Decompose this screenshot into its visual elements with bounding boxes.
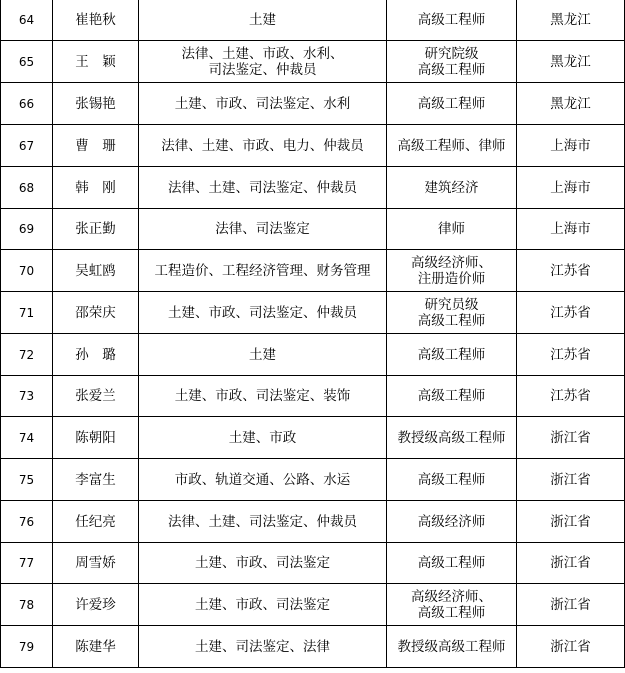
expert-region: 浙江省 xyxy=(517,459,625,501)
expert-name: 任纪亮 xyxy=(53,501,139,543)
expert-name: 邵荣庆 xyxy=(53,292,139,334)
table-row xyxy=(1,459,625,501)
table-row xyxy=(1,167,625,209)
row-number: 78 xyxy=(1,584,53,626)
expert-fields: 法律、土建、司法鉴定、仲裁员 xyxy=(139,501,387,543)
row-number: 71 xyxy=(1,292,53,334)
table-row xyxy=(1,334,625,376)
expert-title: 高级工程师 xyxy=(387,0,517,41)
expert-name: 吴虹鸥 xyxy=(53,250,139,292)
expert-fields: 土建、市政、司法鉴定 xyxy=(139,543,387,584)
expert-list-body xyxy=(1,0,625,668)
expert-fields: 土建、市政 xyxy=(139,417,387,459)
expert-name: 王 颖 xyxy=(53,41,139,83)
expert-region: 黑龙江 xyxy=(517,0,625,41)
expert-title: 高级工程师 xyxy=(387,459,517,501)
expert-name: 孙 璐 xyxy=(53,334,139,376)
expert-fields: 工程造价、工程经济管理、财务管理 xyxy=(139,250,387,292)
row-number: 79 xyxy=(1,626,53,668)
expert-name: 张锡艳 xyxy=(53,83,139,125)
expert-region: 江苏省 xyxy=(517,250,625,292)
row-number: 76 xyxy=(1,501,53,543)
expert-title: 高级工程师 xyxy=(387,83,517,125)
row-number: 74 xyxy=(1,417,53,459)
expert-fields: 法律、土建、市政、电力、仲裁员 xyxy=(139,125,387,167)
expert-fields: 土建、市政、司法鉴定、装饰 xyxy=(139,376,387,417)
row-number: 69 xyxy=(1,209,53,250)
expert-name: 曹 珊 xyxy=(53,125,139,167)
expert-name: 许爱珍 xyxy=(53,584,139,626)
expert-region: 上海市 xyxy=(517,125,625,167)
expert-title: 高级工程师 xyxy=(387,376,517,417)
table-row xyxy=(1,543,625,584)
expert-fields: 土建、市政、司法鉴定 xyxy=(139,584,387,626)
table-row xyxy=(1,501,625,543)
expert-region: 上海市 xyxy=(517,209,625,250)
expert-title: 高级工程师 xyxy=(387,334,517,376)
expert-fields: 土建 xyxy=(139,334,387,376)
expert-fields: 市政、轨道交通、公路、水运 xyxy=(139,459,387,501)
expert-name: 张爱兰 xyxy=(53,376,139,417)
row-number: 68 xyxy=(1,167,53,209)
expert-region: 黑龙江 xyxy=(517,83,625,125)
expert-region: 浙江省 xyxy=(517,584,625,626)
row-number: 65 xyxy=(1,41,53,83)
expert-name: 李富生 xyxy=(53,459,139,501)
expert-title: 高级工程师、律师 xyxy=(387,125,517,167)
expert-region: 江苏省 xyxy=(517,292,625,334)
table-row xyxy=(1,626,625,668)
row-number: 75 xyxy=(1,459,53,501)
expert-title: 教授级高级工程师 xyxy=(387,417,517,459)
expert-title: 高级经济师、 注册造价师 xyxy=(387,250,517,292)
expert-title: 高级工程师 xyxy=(387,543,517,584)
expert-region: 浙江省 xyxy=(517,626,625,668)
expert-fields: 法律、土建、市政、水利、 司法鉴定、仲裁员 xyxy=(139,41,387,83)
row-number: 70 xyxy=(1,250,53,292)
table-row xyxy=(1,250,625,292)
expert-fields: 土建、司法鉴定、法律 xyxy=(139,626,387,668)
expert-region: 上海市 xyxy=(517,167,625,209)
table-row xyxy=(1,292,625,334)
expert-title: 高级经济师 xyxy=(387,501,517,543)
table-row xyxy=(1,584,625,626)
table-row xyxy=(1,209,625,250)
table-row xyxy=(1,417,625,459)
table-row xyxy=(1,376,625,417)
table-row xyxy=(1,125,625,167)
expert-name: 陈建华 xyxy=(53,626,139,668)
table-row xyxy=(1,41,625,83)
expert-title: 律师 xyxy=(387,209,517,250)
expert-fields: 土建、市政、司法鉴定、仲裁员 xyxy=(139,292,387,334)
expert-name: 周雪娇 xyxy=(53,543,139,584)
expert-fields: 土建、市政、司法鉴定、水利 xyxy=(139,83,387,125)
expert-region: 江苏省 xyxy=(517,334,625,376)
expert-region: 浙江省 xyxy=(517,501,625,543)
expert-title: 建筑经济 xyxy=(387,167,517,209)
expert-region: 浙江省 xyxy=(517,417,625,459)
row-number: 72 xyxy=(1,334,53,376)
row-number: 73 xyxy=(1,376,53,417)
expert-title: 教授级高级工程师 xyxy=(387,626,517,668)
expert-title: 研究院级 高级工程师 xyxy=(387,41,517,83)
expert-name: 陈朝阳 xyxy=(53,417,139,459)
expert-title: 高级经济师、 高级工程师 xyxy=(387,584,517,626)
expert-name: 崔艳秋 xyxy=(53,0,139,41)
table-row xyxy=(1,0,625,41)
expert-name: 张正勤 xyxy=(53,209,139,250)
expert-region: 浙江省 xyxy=(517,543,625,584)
expert-fields: 法律、司法鉴定 xyxy=(139,209,387,250)
expert-title: 研究员级 高级工程师 xyxy=(387,292,517,334)
expert-fields: 土建 xyxy=(139,0,387,41)
row-number: 67 xyxy=(1,125,53,167)
row-number: 64 xyxy=(1,0,53,41)
expert-fields: 法律、土建、司法鉴定、仲裁员 xyxy=(139,167,387,209)
row-number: 66 xyxy=(1,83,53,125)
expert-region: 江苏省 xyxy=(517,376,625,417)
expert-region: 黑龙江 xyxy=(517,41,625,83)
row-number: 77 xyxy=(1,543,53,584)
table-row xyxy=(1,83,625,125)
expert-name: 韩 刚 xyxy=(53,167,139,209)
